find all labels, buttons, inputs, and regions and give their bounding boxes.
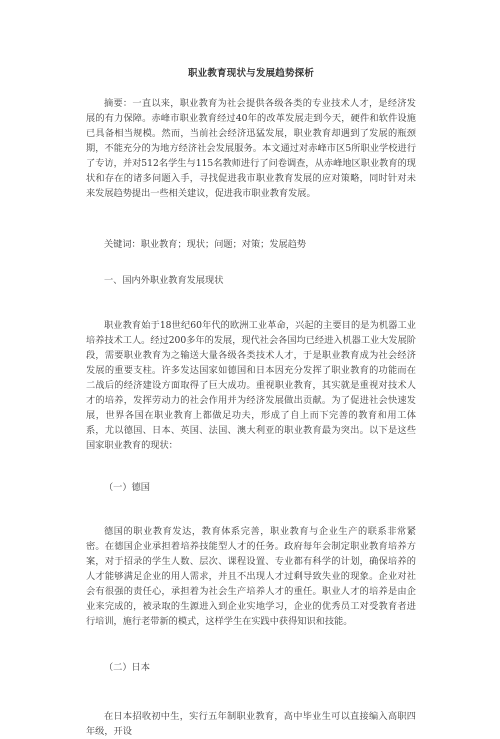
section-body-domestic-foreign: 职业教育始于18世纪60年代的欧洲工业革命，兴起的主要目的是为机器工业培养技术工人。经过200多年的发展，现代社会各国均已经进入机器工业大发展阶段，需要职业教育为之输送大量各级各类技术人才，于是职业教育成为社会经济发展的重要支柱。许多发达国家如德国和日本因充分发挥了职业教育的功能而在二战后的经济建设方面取得了巨大成功。重视职业教育，其实就是重视对技术人才的培养，发挥劳动力的社会作用并为经济发展做出贡献。为了促进社会快速发展，世界各国在职业教育上都做足功夫，形成了自上而下完善的教育和用工体系，尤以德国、日本、英国、法国、澳大利亚的职业教育最为突出。以下是这些国家职业教育的现状： <box>86 320 416 451</box>
subsection-heading-germany: （一）德国 <box>104 482 150 493</box>
subsection-body-japan: 在日本招收初中生，实行五年制职业教育，高中毕业生可以直接编入高职四年级，开设 <box>86 711 416 737</box>
section-heading-domestic-foreign: 一、国内外职业教育发展现状 <box>104 275 224 286</box>
subsection-heading-japan: （二）日本 <box>104 662 150 673</box>
document-title: 职业教育现状与发展趋势探析 <box>187 68 315 79</box>
keywords-line: 关键词：职业教育；现状；问题；对策；发展趋势 <box>104 239 307 250</box>
abstract-paragraph: 摘要：一直以来，职业教育为社会提供各级各类的专业技术人才，是经济发展的有力保障。赤峰市职业教育经过40年的改革发展走到今天，硬件和软件设施已具备相当规模。然而，当前社会经济迅猛发展，职业教育却遇到了发展的瓶颈期，不能充分的为地方经济社会发展服务。本文通过对赤峰市区5所职业学校进行了专访，并对512名学生与115名教师进行了问卷调查，从赤峰地区职业教育的现状和存在的诸多问题入手，寻找促进我市职业教育发展的应对策略，同时针对未来发展趋势提出一些相关建议，促进我市职业教育发展。 <box>86 98 416 199</box>
subsection-body-germany: 德国的职业教育发达，教育体系完善，职业教育与企业生产的联系非常紧密。在德国企业承担着培养技能型人才的任务。政府每年会制定职业教育培养方案，对于招录的学生人数、层次、课程设置、专业都有科学的计划，确保培养的人才能够满足企业的用人需求，并且不出现人才过剩导致失业的现象。企业对社会有很强的责任心，承担着为社会生产培养人才的重任。职业人才的培养是由企业来完成的，被录取的生源进入到企业实地学习，企业的优秀员工对受教育者进行培训，施行老带新的模式，这样学生在实践中获得知识和技能。 <box>86 526 416 627</box>
